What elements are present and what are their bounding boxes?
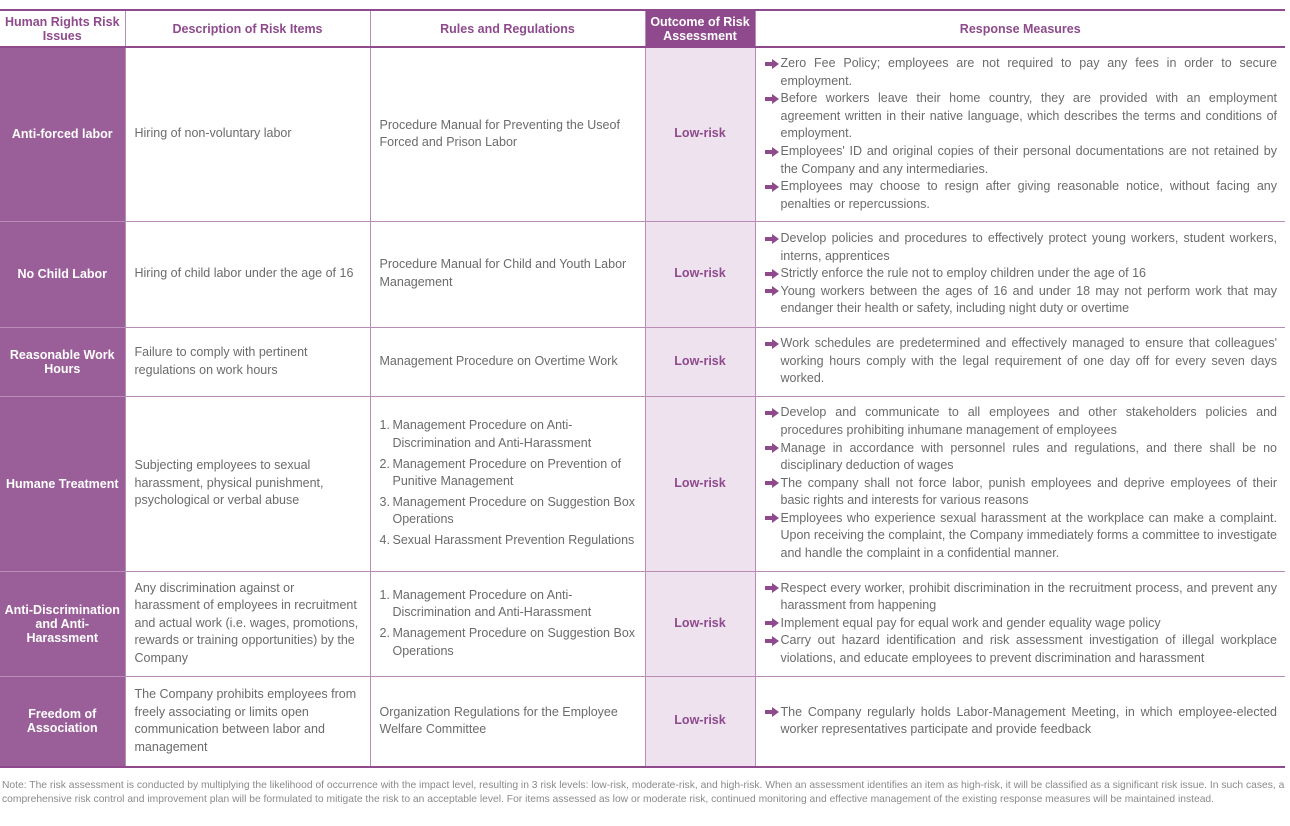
risk-outcome-cell: Low-risk <box>645 221 755 327</box>
risk-description-cell: The Company prohibits employees from freely associating or limits open communication between labor and management <box>125 676 370 767</box>
rule-item <box>380 625 636 660</box>
measure-text: Develop policies and procedures to effectively protect young workers, student workers, interns, apprentices <box>780 231 1277 263</box>
measure-text: Before workers leave their home country, they are provided with an employment agreement written in their native language, which describes the terms and conditions of employment. <box>780 91 1277 141</box>
arrow-right-icon <box>765 704 781 721</box>
arrow-right-icon <box>765 404 781 421</box>
arrow-right-icon <box>765 265 781 282</box>
measure-text: Employees who experience sexual harassment at the workplace can make a complaint. Upon receiving the complaint, the Company immediately forms a committee to investigate and handle the complaint in a confidential manner. <box>780 510 1277 561</box>
measure-item <box>765 475 1278 510</box>
table-row <box>0 221 1285 327</box>
rule-number: 1. <box>379 587 390 602</box>
footnote: Note: The risk assessment is conducted by multiplying the likelihood of occurrence with the impact level, resulting in 3 risk levels: low-risk, moderate-risk, and high-risk. When an assessment identifies an item as high-risk, it will be classified as a significant risk issue. In such cases, a comprehensive risk control and improvement plan will be formulated to mitigate the risk to an acceptable level. For items assessed as low or moderate risk, continued monitoring and effective management of the existing response measures will be maintained instead. <box>2 780 1285 805</box>
header-row <box>0 10 1285 47</box>
arrow-right-icon <box>765 178 781 195</box>
risk-outcome-cell: Low-risk <box>645 571 755 676</box>
measure-item <box>765 90 1278 143</box>
measure-text: Employees' ID and original copies of their personal documentations are not retained by the Company and any intermediaries. <box>780 144 1277 176</box>
response-measures-cell <box>755 676 1285 767</box>
arrow-right-icon <box>765 335 781 352</box>
rule-text: Procedure Manual for Child and Youth Labor Management <box>379 257 627 289</box>
table-row <box>0 396 1285 571</box>
measure-item <box>765 615 1278 633</box>
header-issue: Human Rights Risk Issues <box>0 10 125 47</box>
rules-cell <box>370 676 645 767</box>
risk-issue-cell: Anti-forced labor <box>0 47 125 221</box>
response-measures-cell <box>755 221 1285 327</box>
arrow-right-icon <box>765 615 781 632</box>
human-rights-risk-table <box>0 9 1285 768</box>
risk-table-container <box>0 9 1285 768</box>
rule-number: 2. <box>379 456 390 471</box>
risk-issue-cell: No Child Labor <box>0 221 125 327</box>
table-row <box>0 571 1285 676</box>
risk-outcome-cell: Low-risk <box>645 47 755 221</box>
response-measures-cell <box>755 571 1285 676</box>
risk-description-cell: Hiring of non-voluntary labor <box>125 47 370 221</box>
measure-text: Implement equal pay for equal work and gender equality wage policy <box>780 615 1161 630</box>
risk-issue-cell: Anti-Discrimination and Anti-Harassment <box>0 571 125 676</box>
risk-issue-cell: Humane Treatment <box>0 396 125 571</box>
arrow-right-icon <box>765 580 781 597</box>
measure-text: Zero Fee Policy; employees are not required to pay any fees in order to secure employment. <box>780 56 1277 88</box>
rule-text: Management Procedure on Overtime Work <box>379 353 618 368</box>
header-rules: Rules and Regulations <box>370 10 645 47</box>
table-body <box>0 47 1285 767</box>
arrow-right-icon <box>765 283 781 300</box>
rule-number: 4. <box>379 532 390 547</box>
rule-item <box>380 587 636 622</box>
header-outcome: Outcome of Risk Assessment <box>645 10 755 47</box>
rule-number: 1. <box>379 418 390 433</box>
rule-item <box>380 532 636 550</box>
risk-issue-cell: Reasonable Work Hours <box>0 327 125 396</box>
response-measures-cell <box>755 396 1285 571</box>
rule-number: 3. <box>379 494 390 509</box>
measure-text: Employees may choose to resign after giving reasonable notice, without facing any penalties or repercussions. <box>780 179 1277 211</box>
risk-description-cell: Any discrimination against or harassment of employees in recruitment and actual work (i.e. wages, promotions, rewards or training opportunities) by the Company <box>125 571 370 676</box>
response-measures-cell <box>755 327 1285 396</box>
risk-outcome-cell: Low-risk <box>645 396 755 571</box>
response-measures-cell <box>755 47 1285 221</box>
measure-text: Young workers between the ages of 16 and under 18 may not perform work that may endanger their health or safety, including night duty or overtime <box>780 283 1277 316</box>
measure-text: Work schedules are predetermined and effectively managed to ensure that colleagues' working hours comply with the legal requirement of one day off for every seven days worked. <box>780 336 1277 386</box>
rule-item <box>380 417 636 452</box>
arrow-right-icon <box>765 90 781 107</box>
rules-cell <box>370 221 645 327</box>
rules-list <box>380 587 636 660</box>
risk-outcome-cell: Low-risk <box>645 676 755 767</box>
risk-description-cell: Hiring of child labor under the age of 16 <box>125 221 370 327</box>
arrow-right-icon <box>765 510 781 527</box>
measure-item <box>765 335 1278 388</box>
rule-item <box>380 456 636 491</box>
measure-text: Develop and communicate to all employees and other stakeholders policies and procedures prohibiting inhumane management of employees <box>780 405 1277 437</box>
measure-item <box>765 580 1278 615</box>
header-description: Description of Risk Items <box>125 10 370 47</box>
table-row <box>0 47 1285 221</box>
arrow-right-icon <box>765 230 781 247</box>
risk-issue-cell: Freedom of Association <box>0 676 125 767</box>
table-row <box>0 676 1285 767</box>
measure-item <box>765 510 1278 563</box>
rule-text: Management Procedure on Anti-Discrimination and Anti-Harassment <box>392 418 592 451</box>
measure-item <box>765 440 1278 475</box>
rules-list <box>380 417 636 549</box>
measure-item <box>765 55 1278 90</box>
rules-cell <box>370 571 645 676</box>
measure-item <box>765 632 1278 667</box>
measure-text: The company shall not force labor, punish employees and deprive employees of their basic rights and interests for various reasons <box>780 475 1277 508</box>
arrow-right-icon <box>765 475 781 492</box>
rule-text: Management Procedure on Anti-Discrimination and Anti-Harassment <box>392 587 592 620</box>
measure-item <box>765 283 1278 318</box>
measure-item <box>765 178 1278 213</box>
rules-cell <box>370 47 645 221</box>
measure-item <box>765 704 1278 739</box>
rule-text: Organization Regulations for the Employee Welfare Committee <box>379 704 618 737</box>
rule-text: Management Procedure on Suggestion Box Operations <box>392 626 636 658</box>
rules-cell <box>370 327 645 396</box>
arrow-right-icon <box>765 55 781 72</box>
rule-text: Sexual Harassment Prevention Regulations <box>392 532 635 547</box>
measure-text: Manage in accordance with personnel rules and regulations, and there shall be no disciplinary deduction of wages <box>780 440 1277 473</box>
risk-description-cell: Subjecting employees to sexual harassment, physical punishment, psychological or verbal abuse <box>125 396 370 571</box>
measure-item <box>765 230 1278 265</box>
table-row <box>0 327 1285 396</box>
measure-text: The Company regularly holds Labor-Management Meeting, in which employee-elected worker representatives participate and provide feedback <box>780 704 1277 737</box>
measure-text: Carry out hazard identification and risk assessment investigation of illegal workplace violations, and educate employees to prevent discrimination and harassment <box>780 633 1277 665</box>
rule-text: Management Procedure on Prevention of Punitive Management <box>392 456 622 489</box>
rule-item <box>380 494 636 529</box>
rule-number: 2. <box>379 626 390 640</box>
rule-text: Procedure Manual for Preventing the Useof Forced and Prison Labor <box>379 117 620 150</box>
measure-text: Strictly enforce the rule not to employ children under the age of 16 <box>780 266 1146 281</box>
measure-item <box>765 404 1278 439</box>
risk-outcome-cell: Low-risk <box>645 327 755 396</box>
arrow-right-icon <box>765 632 781 649</box>
header-response: Response Measures <box>755 10 1285 47</box>
rule-text: Management Procedure on Suggestion Box Operations <box>392 494 636 527</box>
risk-description-cell: Failure to comply with pertinent regulations on work hours <box>125 327 370 396</box>
arrow-right-icon <box>765 440 781 457</box>
measure-text: Respect every worker, prohibit discrimination in the recruitment process, and prevent any harassment from happening <box>780 580 1277 613</box>
measure-item <box>765 143 1278 178</box>
arrow-right-icon <box>765 143 781 160</box>
rules-cell <box>370 396 645 571</box>
measure-item <box>765 265 1278 283</box>
